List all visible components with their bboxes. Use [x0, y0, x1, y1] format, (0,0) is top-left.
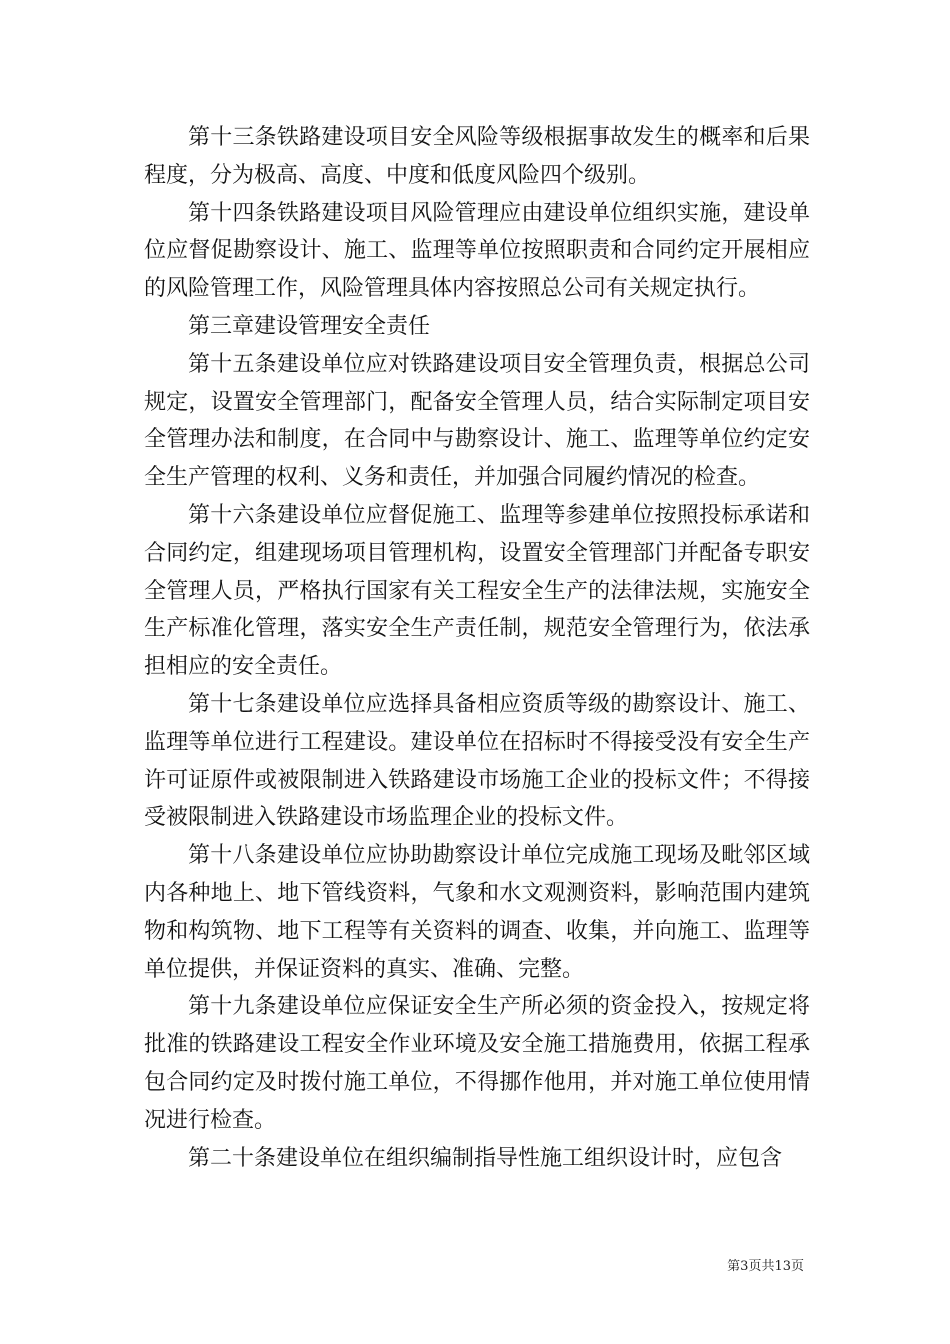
document-body: [144, 119, 810, 1177]
paragraph-article-17: 第十七条建设单位应选择具备相应资质等级的勘察设计、施工、监理等单位进行工程建设。建设单位在招标时不得接受没有安全生产许可证原件或被限制进入铁路建设市场施工企业的投标文件；不得接受被限制进入铁路建设市场监理企业的投标文件。: [144, 691, 810, 831]
chapter-heading: 第三章建设管理安全责任: [188, 313, 431, 339]
paragraph-article-14: 第十四条铁路建设项目风险管理应由建设单位组织实施，建设单位应督促勘察设计、施工、监理等单位按照职责和合同约定开展相应的风险管理工作，风险管理具体内容按照总公司有关规定执行。: [144, 200, 810, 302]
paragraph-article-15: 第十五条建设单位应对铁路建设项目安全管理负责，根据总公司规定，设置安全管理部门，配备安全管理人员，结合实际制定项目安全管理办法和制度，在合同中与勘察设计、施工、监理等单位约定安全生产管理的权利、义务和责任，并加强合同履约情况的检查。: [144, 351, 810, 491]
paragraph-article-16: 第十六条建设单位应督促施工、监理等参建单位按照投标承诺和合同约定，组建现场项目管理机构，设置安全管理部门并配备专职安全管理人员，严格执行国家有关工程安全生产的法律法规，实施安全生产标准化管理，落实安全生产责任制，规范安全管理行为，依法承担相应的安全责任。: [144, 502, 810, 680]
page-number: 第3页共13页: [727, 1259, 804, 1274]
paragraph-article-19: 第十九条建设单位应保证安全生产所必须的资金投入，按规定将批准的铁路建设工程安全作业环境及安全施工措施费用，依据工程承包合同约定及时拨付施工单位，不得挪作他用，并对施工单位使用情况进行检查。: [144, 994, 810, 1133]
paragraph-article-13: 第十三条铁路建设项目安全风险等级根据事故发生的概率和后果程度，分为极高、高度、中度和低度风险四个级别。: [144, 125, 810, 188]
paragraph-article-20: 第二十条建设单位在组织编制指导性施工组织设计时，应包含: [188, 1145, 783, 1171]
paragraph-article-18: 第十八条建设单位应协助勘察设计单位完成施工现场及毗邻区域内各种地上、地下管线资料，气象和水文观测资料，影响范围内建筑物和构筑物、地下工程等有关资料的调查、收集，并向施工、监理等单位提供，并保证资料的真实、准确、完整。: [144, 843, 810, 982]
